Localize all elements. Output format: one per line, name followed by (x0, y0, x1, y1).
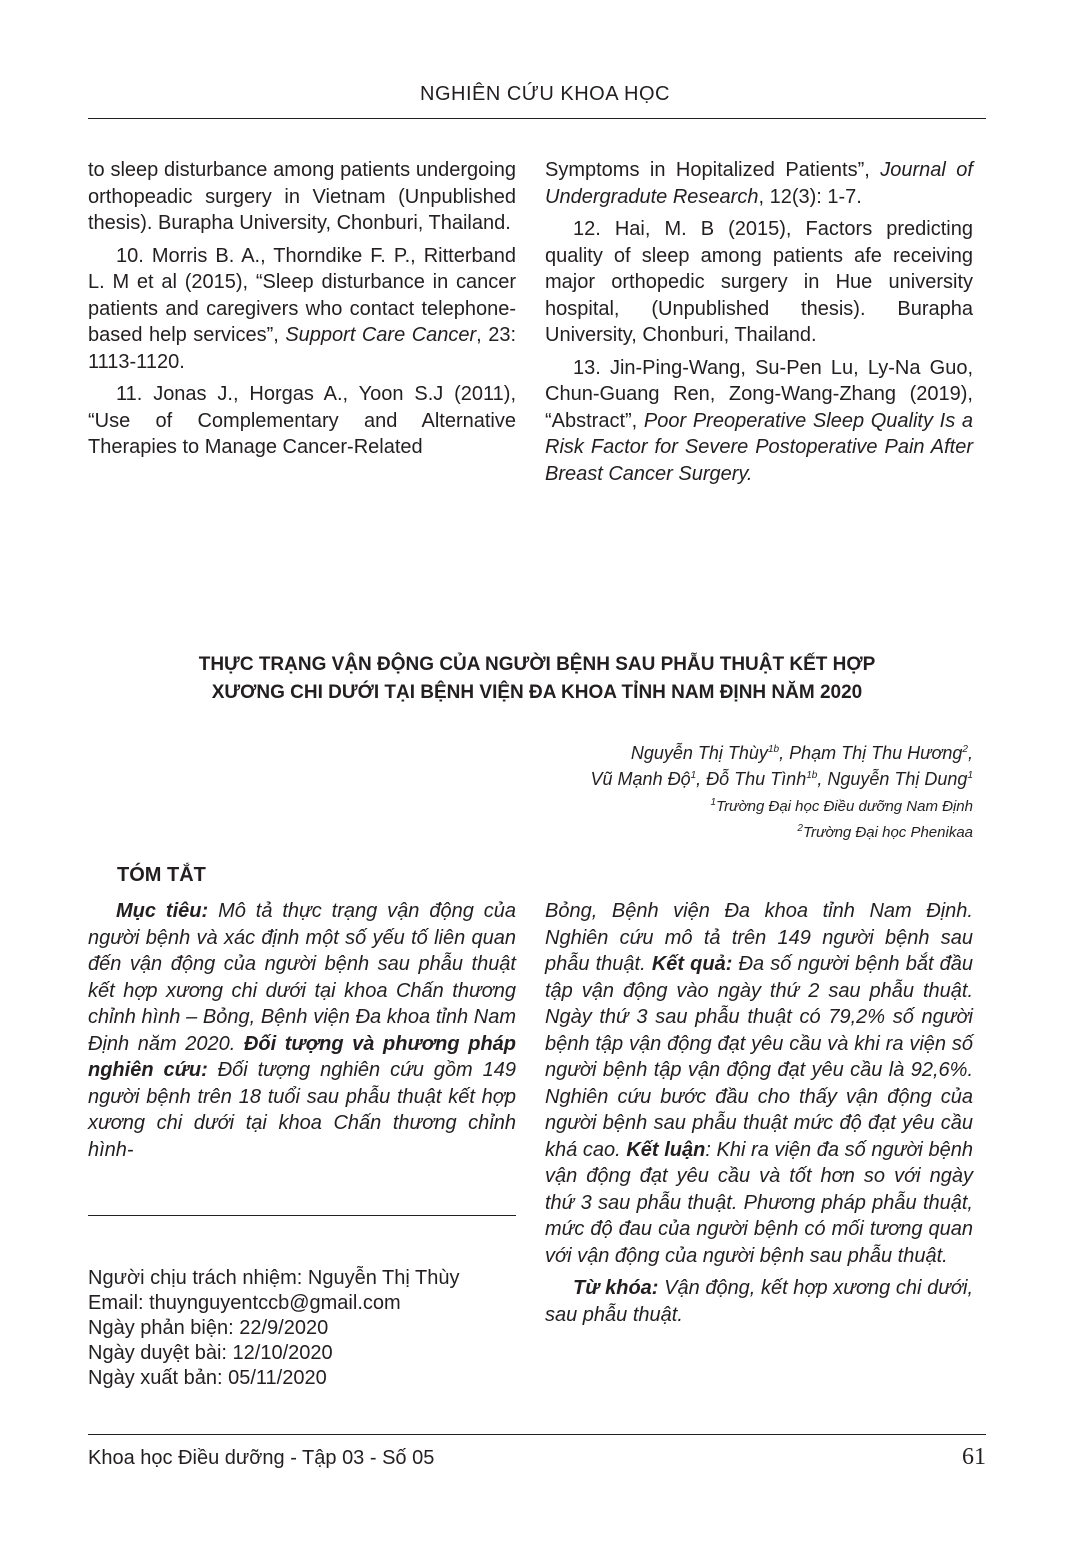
references-left-column (88, 157, 516, 467)
author-separator: , (967, 743, 973, 763)
author-sup: 1 (690, 770, 697, 781)
approval-date: Ngày duyệt bài: 12/10/2020 (88, 1342, 333, 1364)
article-title (88, 651, 986, 707)
article-title-line-1: THỰC TRẠNG VẬN ĐỘNG CỦA NGƯỜI BỆNH SAU PHẪU THUẬT KẾT HỢP (198, 654, 876, 675)
abstract-right-column (545, 898, 973, 1334)
results-label: Kết quả: (651, 953, 733, 975)
article-title-line-2: XƯƠNG CHI DƯỚI TẠI BỆNH VIỆN ĐA KHOA TỈNH NAM ĐỊNH NĂM 2020 (211, 682, 863, 703)
reference-11-continued (545, 157, 973, 210)
author-sup: 1b (767, 744, 780, 755)
page-number: 61 (962, 1444, 986, 1470)
header-divider (88, 118, 986, 119)
methods-continued: Bỏng, Bệnh viện Đa khoa tỉnh Nam Định. Nghiên cứu mô tả trên 149 người bệnh sau phẫu thuật. (545, 900, 973, 975)
author-name: Vũ Mạnh Độ (590, 769, 691, 789)
objective-label: Mục tiêu: (116, 900, 209, 922)
reference-10-text: 10. Morris B. A., Thorndike F. P., Ritterband L. M et al (2015), “Sleep disturbance in cancer patients and caregivers who contact telephone-based help services”, (88, 244, 516, 346)
affiliation-sup: 1 (710, 797, 717, 808)
abstract-heading: TÓM TẮT (117, 864, 206, 886)
reference-10-pages: , 23: 1113-1120. (88, 324, 517, 373)
correspondence-email: Email: thuynguyentccb@gmail.com (88, 1292, 401, 1314)
reference-13-text: 13. Jin-Ping-Wang, Su-Pen Lu, Ly-Na Guo, Chun-Guang Ren, Zong-Wang-Zhang (2019), “Abstract”, (545, 356, 973, 432)
author-name: Nguyễn Thị Thùy (630, 743, 768, 763)
reference-9-continued: to sleep disturbance among patients undergoing orthopeadic surgery in Vietnam (Unpublished thesis). Burapha University, Chonburi, Thailand. (88, 159, 516, 234)
references-right-column (545, 157, 973, 493)
keywords-text: Vận động, kết hợp xương chi dưới, sau phẫu thuật. (545, 1277, 974, 1326)
affiliation-list (373, 794, 973, 846)
correspondence-author: Người chịu trách nhiệm: Nguyễn Thị Thùy (88, 1267, 460, 1289)
footer-divider (88, 1434, 986, 1435)
author-sup: 2 (962, 744, 968, 755)
reference-13 (545, 355, 973, 488)
affiliation-text: Trường Đại học Phenikaa (802, 824, 973, 841)
reference-11: 11. Jonas J., Horgas A., Yoon S.J (2011), “Use of Complementary and Alternative Therapies to Manage Cancer-Related (88, 383, 516, 458)
author-list (373, 740, 973, 792)
keywords-paragraph (545, 1275, 973, 1328)
review-date: Ngày phản biện: 22/9/2020 (88, 1317, 329, 1339)
affiliation-1 (373, 794, 973, 820)
author-sup: 1 (967, 770, 973, 781)
reference-11-journal: Journal of Undergradute Research (545, 159, 973, 208)
abstract-paragraph (88, 898, 516, 1163)
conclusion-text: : Khi ra viện đa số người bệnh vận động đạt yêu cầu và tốt hơn so với ngày thứ 3 sau phẫu thuật. Phương pháp phẫu thuật, mức độ đau của người bệnh có mối tương quan với vận động của người bệnh sau phẫu thuật. (545, 1138, 973, 1267)
methods-text: Đối tượng nghiên cứu gồm 149 người bệnh trên 18 tuổi sau phẫu thuật kết hợp xương chi dưới tại khoa Chấn thương chỉnh hình- (88, 1059, 516, 1161)
reference-12: 12. Hai, M. B (2015), Factors predicting quality of sleep among patients afe receiving major orthopedic surgery in Hue university hospital, (Unpublished thesis). Burapha University, Chonburi, Thailand. (545, 218, 973, 346)
conclusion-label: Kết luận (626, 1138, 706, 1161)
affiliation-text: Trường Đại học Điều dưỡng Nam Định (716, 798, 973, 815)
author-name: , Đỗ Thu Tình (696, 769, 807, 789)
journal-footer: Khoa học Điều dưỡng - Tập 03 - Số 05 (88, 1447, 435, 1469)
methods-label: Đối tượng và phương pháp nghiên cứu: (88, 1032, 516, 1081)
author-line-2 (373, 766, 973, 792)
affiliation-2 (373, 820, 973, 846)
author-name: , Nguyễn Thị Dung (817, 769, 968, 789)
correspondence-note (88, 1266, 460, 1391)
results-text: Đa số người bệnh bắt đầu tập vận động vào ngày thứ 2 sau phẫu thuật. Ngày thứ 3 sau phẫu thuật có 79,2% số người bệnh tập vận động đạt yêu cầu và khi ra viện số người bệnh tập vận động đạt yêu cầu là 92,6%. Nghiên cứu bước đầu cho thấy vận động của người bệnh sau phẫu thuật mức độ đạt yêu cầu khá cao. (545, 953, 973, 1161)
keywords-label: Từ khóa: (573, 1277, 659, 1299)
objective-text: Mô tả thực trạng vận động của người bệnh và xác định một số yếu tố liên quan đến vận động của người bệnh sau phẫu thuật kết hợp xương chi dưới tại khoa Chấn thương chỉnh hình – Bỏng, Bệnh viện Đa khoa tỉnh Nam Định năm 2020. (88, 900, 516, 1055)
publication-date: Ngày xuất bản: 05/11/2020 (88, 1367, 327, 1389)
running-header: NGHIÊN CỨU KHOA HỌC (420, 83, 670, 105)
reference-11-pages: , 12(3): 1-7. (758, 185, 862, 208)
reference-10 (88, 243, 516, 376)
footnote-divider (88, 1215, 516, 1216)
abstract-left-column (88, 898, 516, 1169)
reference-11-cont-text: Symptoms in Hopitalized Patients”, (545, 159, 881, 181)
author-line-1 (373, 740, 973, 766)
author-name: , Phạm Thị Thu Hương (779, 743, 963, 763)
affiliation-sup: 2 (797, 823, 803, 834)
reference-10-journal: Support Care Cancer (285, 324, 477, 346)
reference-13-title: Poor Preoperative Sleep Quality Is a Risk Factor for Severe Postoperative Pain After Breast Cancer Surgery. (545, 409, 974, 485)
abstract-paragraph-continued (545, 898, 973, 1269)
author-sup: 1b (806, 770, 818, 781)
